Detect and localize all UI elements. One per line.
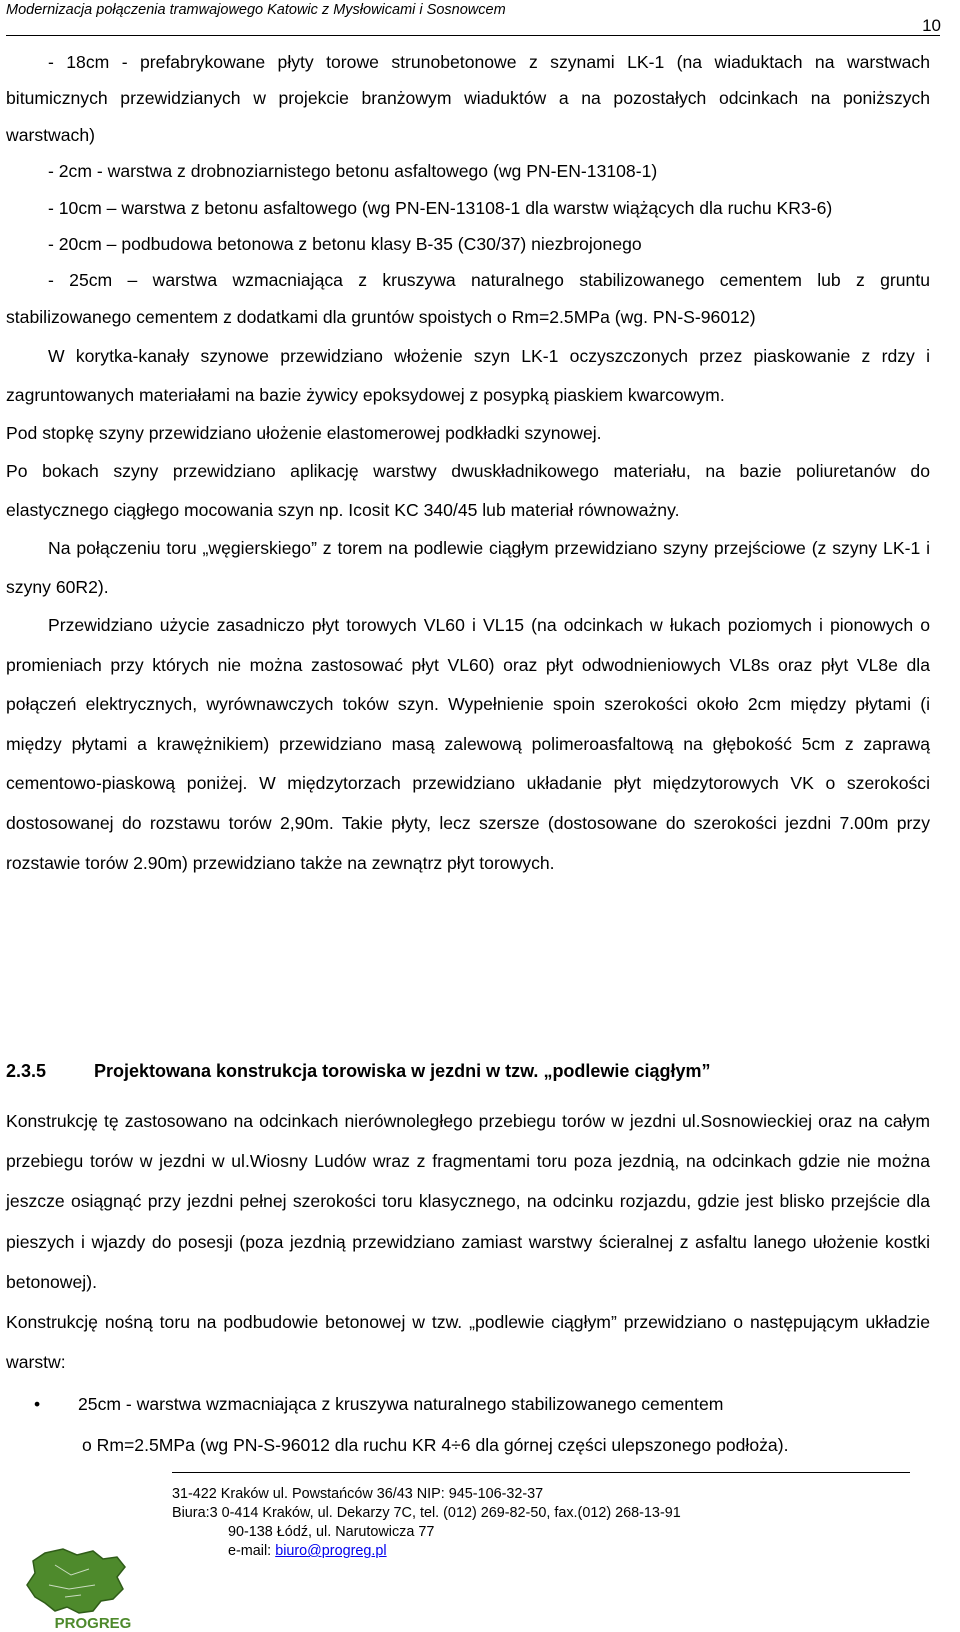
paragraph-coating: Po bokach szyny przewidziano aplikację warstwy dwuskładnikowego materiału, na bazie poliuretanów do elastycznego ciągłego mocowania szyn np. Icosit KC 340/45 lub materiał równoważny. bbox=[6, 461, 930, 520]
progreg-logo-icon bbox=[5, 1545, 157, 1632]
bullet-continuation: o Rm=2.5MPa (wg PN-S-96012 dla ruchu KR 4÷6 dla górnej części ulepszonego podłoża). bbox=[82, 1434, 789, 1455]
paragraph-rails: W korytka-kanały szynowe przewidziano włożenie szyn LK-1 oczyszczonych przez piaskowanie z rdzy i zagruntowanych materiałami na bazie żywicy epoksydowej z posypką piaskiem kwarcowym. bbox=[6, 346, 930, 405]
footer-address-main: 31-422 Kraków ul. Powstańców 36/43 NIP: 945-106-32-37 bbox=[172, 1486, 544, 1502]
logo-text: PROGREG bbox=[54, 1615, 132, 1632]
section-number: 2.3.5 bbox=[6, 1061, 47, 1081]
footer-email-line bbox=[228, 1542, 387, 1561]
header-divider bbox=[6, 35, 940, 36]
footer-address-offices: Biura:3 0-414 Kraków, ul. Dekarzy 7C, tel. (012) 269-82-50, fax.(012) 268-13-91 bbox=[172, 1505, 681, 1521]
layer-item: - 20cm – podbudowa betonowa z betonu klasy B-35 (C30/37) niezbrojonego bbox=[48, 234, 642, 255]
footer-email-link[interactable]: biuro@progreg.pl bbox=[275, 1543, 387, 1559]
section-heading bbox=[6, 1059, 710, 1083]
section-title: Projektowana konstrukcja torowiska w jezdni w tzw. „podlewie ciągłym” bbox=[94, 1061, 711, 1081]
bullet-icon: • bbox=[34, 1394, 41, 1415]
document-title: Modernizacja połączenia tramwajowego Katowic z Mysłowicami i Sosnowcem bbox=[6, 2, 506, 18]
layer-item: - 25cm – warstwa wzmacniająca z kruszywa naturalnego stabilizowanego cementem lub z gruntu stabilizowanego cementem z dodatkami dla gruntów spoistych o Rm=2.5MPa (wg. PN-S-96012) bbox=[6, 270, 930, 327]
section-paragraph: Konstrukcję tę zastosowano na odcinkach nierównoległego przebiegu torów w jezdni ul.Sosnowieckiej oraz na całym przebiegu torów w jezdni w ul.Wiosny Ludów wraz z fragmentami toru poza jezdnią, na odcinkach gdzie nie można jeszcze osiągnąć przy jezdni pełnej szerokości toru klasycznego, na odcinku rozjazdu, gdzie jest blisko przejście dla pieszych i wjazdy do posesji (poza jezdnią przewidziano zamiast warstwy ścieralnej z asfaltu lanego ułożenie kostki betonowej). bbox=[6, 1111, 930, 1292]
main-content bbox=[6, 44, 930, 883]
page-number: 10 bbox=[922, 16, 941, 35]
section-paragraph: Konstrukcję nośną toru na podbudowie betonowej w tzw. „podlewie ciągłym” przewidziano o następującym układzie warstw: bbox=[6, 1312, 930, 1373]
paragraph-transition: Na połączeniu toru „węgierskiego” z torem na podlewie ciągłym przewidziano szyny przejściowe (z szyny LK-1 i szyny 60R2). bbox=[6, 538, 930, 597]
section-content bbox=[6, 1101, 930, 1465]
paragraph-pad: Pod stopkę szyny przewidziano ułożenie elastomerowej podkładki szynowej. bbox=[6, 423, 602, 444]
footer-divider bbox=[172, 1472, 910, 1473]
layers-intro: - 18cm - prefabrykowane płyty torowe strunobetonowe z szynami LK-1 (na wiaduktach na warstwach bitumicznych przewidzianych w projekcie branżowym wiaduktów a na pozostałych odcinkach na poniższych warstwach) bbox=[6, 52, 930, 145]
layer-item: - 10cm – warstwa z betonu asfaltowego (wg PN-EN-13108-1 dla warstw wiążących dla ruchu KR3-6) bbox=[48, 197, 833, 218]
paragraph-plates: Przewidziano użycie zasadniczo płyt torowych VL60 i VL15 (na odcinkach w łukach poziomych i pionowych o promieniach przy których nie można zastosować płyt VL60) oraz płyt odwodnieniowych VL8s oraz płyt VL8e dla połączeń elektrycznych, wyrównawczych toków szyn. Wypełnienie spoin szerokości około 2cm między płytami (i między płytami a krawężnikiem) przewidziano masą zalewową polimeroasfaltową na głębokość 5cm z zaprawą cementowo-piaskową poniżej. W międzytorzach przewidziano układanie płyt międzytorowych VK o szerokości dostosowanej do rozstawu torów 2,90m. Takie płyty, lecz szersze (dostosowane do szerokości jezdni 7.00m przy rozstawie torów 2.90m) przewidziano także na zewnątrz płyt torowych. bbox=[6, 615, 930, 873]
footer-address-lodz: 90-138 Łódź, ul. Narutowicza 77 bbox=[228, 1524, 435, 1540]
bullet-text: 25cm - warstwa wzmacniająca z kruszywa naturalnego stabilizowanego cementem bbox=[78, 1394, 724, 1415]
layer-item: - 2cm - warstwa z drobnoziarnistego betonu asfaltowego (wg PN-EN-13108-1) bbox=[48, 161, 658, 182]
bullet-item bbox=[6, 1384, 930, 1424]
footer-email-label: e-mail: bbox=[228, 1543, 276, 1559]
